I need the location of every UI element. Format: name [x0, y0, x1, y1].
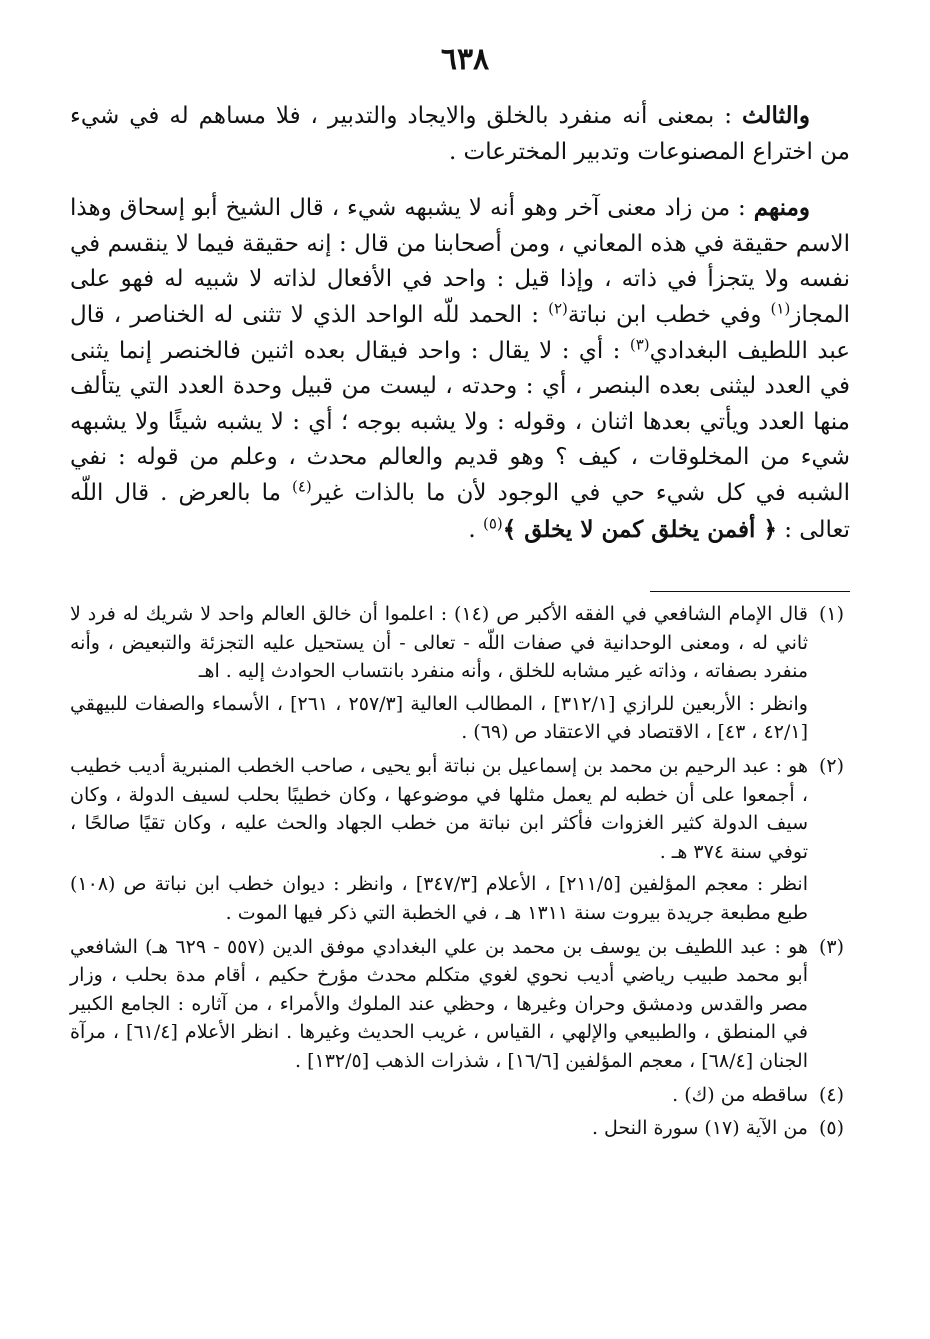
footnote-ref-4[interactable]: (٤): [291, 477, 312, 496]
paragraph-text: وفي خطب ابن نباتة: [567, 301, 771, 328]
paragraph-others: [70, 190, 850, 548]
footnote-ref-1[interactable]: (١): [770, 299, 791, 318]
paragraph-text: : بمعنى أنه منفرد بالخلق والايجاد والتدبير ، فلا مساهم له في شيء من اختراع المصنوعات وتدبير المخترعات .: [70, 103, 850, 165]
footnote-number: (٢): [818, 754, 844, 777]
footnote-references: انظر : معجم المؤلفين [٢١١/٥] ، الأعلام [٣٤٧/٣] ، وانظر : ديوان خطب ابن نباتة ص (١٠٨) طبع مطبعة جريدة بيروت سنة ١٣١١ هـ ، في الخطبة التي ذكر فيها الموت .: [70, 873, 808, 924]
footnotes: [70, 600, 844, 1148]
footnote-text: هو : عبد اللطيف بن يوسف بن محمد بن علي البغدادي موفق الدين (٥٥٧ - ٦٢٩ هـ) الشافعي أبو محمد طبيب رياضي أديب نحوي لغوي متكلم محدث مؤرخ حكيم ، أقام مدة بحلب ، وزار مصر والقدس ودمشق وحران وغيرها ، وحظي عند الملوك والأمراء ، من آثاره : الجامع الكبير في المنطق ، والطبيعي والإلهي ، القياس ، غريب الحديث وغيرها . انظر الأعلام [٦١/٤] ، مرآة الجنان [٦٨/٤] ، معجم المؤلفين [١٦/٦] ، شذرات الذهب [١٣٢/٥] .: [70, 935, 808, 1072]
footnote-text: هو : عبد الرحيم بن محمد بن إسماعيل بن نباتة أبو يحيى ، صاحب الخطب المنبرية أديب خطيب ، أجمعوا على أن خطبه لم يعمل مثلها في موضوعها ، وكان خطيبًا بحلب لسيف الدولة ، وكان سيف الدولة كثير الغزوات فأكثر ابن نباتة من خطب الجهاد والحث عليه ، وكان تقيًا صالحًا ، توفي سنة ٣٧٤ هـ .: [70, 754, 808, 863]
main-text: [70, 98, 850, 548]
footnote-ref-5[interactable]: (٥): [483, 513, 503, 532]
paragraph-lead-word: ومنهم: [753, 194, 810, 222]
footnote-text: قال الإمام الشافعي في الفقه الأكبر ص (١٤) : اعلموا أن خالق العالم واحد لا شريك له فرد لا ثاني له ، ومعنى الوحدانية في صفات اللّه - تعالى - أن يستحيل عليه التجزئة والتبعيض ، وأنه منفرد بصفاته ، وذاته غير مشابه للخلق ، وأنه منفرد بانتساب الحوادث إليه . اهـ: [70, 603, 808, 683]
footnote-ref-2[interactable]: (٢): [548, 299, 568, 318]
footnote-2: [70, 752, 844, 928]
paragraph-text: : الحمد للّه الواحد الذي لا تثنى له الخناصر ، قال عبد اللطيف البغدادي: [70, 301, 850, 364]
footnote-1: [70, 600, 844, 747]
footnote-text: ساقطه من (ك) .: [672, 1083, 808, 1106]
page-number: ٦٣٨: [440, 42, 490, 77]
footnote-number: (٥): [818, 1117, 844, 1140]
footnote-5: [70, 1114, 844, 1143]
footnote-separator: [650, 591, 850, 592]
paragraph-text: : أي : لا يقال : واحد فيقال بعده اثنين فالخنصر إنما يثنى في العدد ليثنى بعده البنصر ، أي : وحدته ، ليست من قبيل وحدة العدد التي يتألف منها العدد ويأتي بعدها اثنان ، وقوله : ولا يشبه بوجه ؛ أي : لا يشبه شيئًا ولا يشبهه شيء من المخلوقات ، كيف ؟ وهو قديم والعالم محدث ، وعلم من قوله : نفي الشبه في كل شيء حي في الوجود لأن ما بالذات غير: [70, 337, 850, 506]
paragraph-text: : من زاد معنى آخر وهو أنه لا يشبهه شيء ، قال الشيخ أبو إسحاق وهذا الاسم حقيقة في هذه المعاني ، ومن أصحابنا من قال : إنه حقيقة فيما لا ينقسم في نفسه ولا يتجزأ في ذاته ، وإذا قيل : واحد في الأفعال لذاته لا شبيه له فهو على المجاز: [70, 195, 850, 328]
footnote-text: من الآية (١٧) سورة النحل .: [591, 1117, 808, 1140]
paragraph-text: ما بالعرض . قال اللّه تعالى :: [70, 479, 850, 543]
footnote-number: (٣): [818, 935, 844, 958]
footnote-number: (١): [818, 603, 844, 625]
paragraph-end: .: [468, 516, 483, 543]
paragraph-lead-word: والثالث: [741, 102, 811, 129]
footnote-references: وانظر : الأربعين للرازي [٣١٢/١] ، المطالب العالية [٢٥٧/٣ ، ٢٦١] ، الأسماء والصفات للبيهقي [٤٢/١ ، ٤٣] ، الاقتصاد في الاعتقاد ص (٦٩) .: [70, 692, 808, 744]
paragraph-third-meaning: [70, 98, 850, 170]
quran-verse: ﴿ أفمن يخلق كمن لا يخلق ﴾: [502, 515, 777, 543]
footnote-ref-3[interactable]: (٣): [629, 334, 650, 353]
footnote-number: (٤): [818, 1083, 844, 1106]
footnote-3: [70, 933, 844, 1076]
footnote-4: [70, 1081, 844, 1110]
